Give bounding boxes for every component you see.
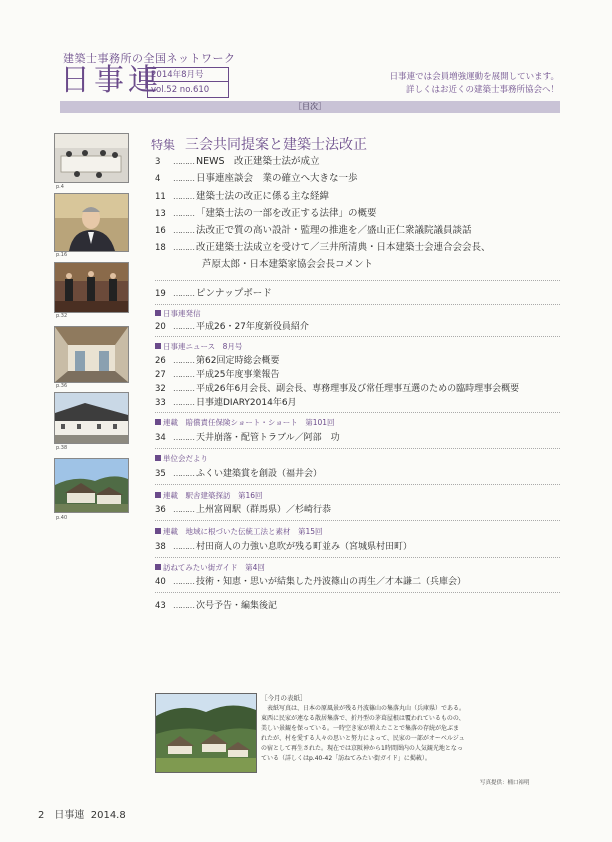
section-label: 連載 賠償責任保険ショート・ショート 第101回 (155, 417, 335, 428)
tagline-line-2: 詳しくはお近くの建築士事務所協会へ！ (405, 85, 559, 95)
issue-date: 2014年8月号 (148, 68, 228, 82)
station-interior-photo (54, 326, 129, 383)
toc-entry[interactable]: 40 ……… 技術・知恵・思いが結集した丹波篠山の再生／才本謙二（兵庫会） (155, 577, 467, 587)
section-divider (155, 520, 560, 521)
special-title: 三会共同提案と建築士法改正 (185, 137, 368, 153)
section-label: 日事連発信 (155, 308, 201, 319)
photo-page-label: p.40 (56, 515, 68, 521)
section-divider (155, 484, 560, 485)
section-label: 日事連ニュース 8月号 (155, 341, 242, 352)
org-tagline: 建築士事務所の全国ネットワーク (63, 52, 236, 65)
section-label: 訪ねてみたい街ガイド 第4回 (155, 562, 265, 573)
toc-entry[interactable]: 33 ……… 日事連DIARY2014年6月 (155, 398, 297, 408)
townscape-photo (54, 392, 129, 444)
section-label: 連載 駅舎建築探訪 第16回 (155, 490, 263, 501)
toc-entry[interactable]: 38 ……… 村田商人の力強い息吹が残る町並み（宮城県村田町） (155, 542, 413, 552)
section-divider (155, 336, 560, 337)
section-divider (155, 280, 560, 281)
toc-label: ［目次］ (294, 102, 326, 111)
section-divider (155, 412, 560, 413)
toc-entry[interactable]: 35 ……… ふくい建築賞を創設（福井会） (155, 469, 323, 479)
toc-header-bar (60, 101, 560, 113)
page-footer (38, 806, 126, 821)
toc-entry[interactable]: 13 ……… 「建築士法の一部を改正する法律」の概要 (155, 208, 377, 219)
cover-title: ［今月の表紙］ (261, 694, 307, 702)
photo-page-label: p.4 (56, 184, 64, 190)
toc-entry[interactable]: 18 ……… 改正建築士法成立を受けて／三井所清典・日本建築士会連合会会長、 (155, 242, 491, 253)
toc-entry[interactable]: 26 ……… 第62回定時総会概要 (155, 356, 280, 366)
toc-entry[interactable]: 11 ……… 建築士法の改正に係る主な経緯 (155, 191, 330, 202)
toc-entry[interactable]: 3 ……… NEWS 改正建築士法が成立 (155, 156, 320, 167)
cover-description: 表紙写真は、日本の原風景が残る丹波篠山の集落丸山（兵庫県）である。 東西に民家が連なる散居集落で、折丹型の茅葺屋根は覆われているものの、 美しい景観を保っている。一時空き家が増えたことで集落の存続が危ぶま れたが、村を愛する人々の思いと努力によって、民家の一部がオーベルジュ の宿として再生された。現在では京阪神から1時間圏内の人気観光地となっ ている（詳しくはp.40-42「訪ねてみたい街ガイド」に掲載）。 (261, 705, 466, 762)
village-photo (54, 458, 129, 513)
toc-entry[interactable]: 36 ……… 上州富岡駅（群馬県）／杉崎行恭 (155, 505, 332, 515)
photo-page-label: p.38 (56, 445, 68, 451)
toc-entry-continuation: 芦原太郎・日本建築家協会会長コメント (202, 259, 374, 270)
photo-credit: 写真提供：桶口裕明 (480, 780, 530, 786)
magazine-logo: 日事連 (60, 63, 162, 98)
toc-entry[interactable]: 19 ……… ピンナップボード (155, 288, 272, 299)
toc-entry[interactable]: 20 ……… 平成26・27年度新役員紹介 (155, 322, 309, 332)
footer-magazine: 日事連 (54, 810, 85, 821)
meeting-room-photo (54, 133, 129, 183)
special-feature-heading (151, 134, 367, 154)
page-number: 2 (38, 810, 45, 821)
toc-entry[interactable]: 4 ……… 日事連座談会 業の確立へ大きな一歩 (155, 173, 358, 184)
toc-entry[interactable]: 43 ……… 次号予告・編集後記 (155, 601, 278, 611)
photo-page-label: p.32 (56, 313, 68, 319)
toc-entry[interactable]: 16 ……… 法改正で質の高い設計・監理の推進を／盛山正仁衆議院議員談話 (155, 225, 472, 236)
footer-date: 2014.8 (90, 810, 126, 821)
section-label: 単位会だより (155, 453, 208, 464)
ceremony-photo (54, 262, 129, 313)
toc-entry[interactable]: 27 ……… 平成25年度事業報告 (155, 370, 280, 380)
section-divider (155, 592, 560, 593)
photo-page-label: p.36 (56, 383, 68, 389)
issue-box (147, 67, 229, 98)
section-divider (155, 448, 560, 449)
section-divider (155, 304, 560, 305)
tagline-line-1: 日事連では会員増強運動を展開しています。 (389, 72, 559, 82)
membership-tagline (390, 71, 559, 97)
issue-volume: vol.52 no.610 (151, 85, 210, 95)
toc-entry[interactable]: 32 ……… 平成26年6月会長、副会長、専務理事及び常任理事互選のための臨時理事会概要 (155, 384, 520, 394)
section-divider (155, 557, 560, 558)
cover-photo (155, 693, 257, 773)
section-label: 連載 地域に根づいた伝統工法と素材 第15回 (155, 526, 323, 537)
special-kind: 特集 (151, 138, 176, 152)
photo-page-label: p.16 (56, 252, 68, 258)
portrait-photo (54, 193, 129, 252)
toc-entry[interactable]: 34 ……… 天井崩落・配管トラブル／阿部 功 (155, 433, 340, 443)
